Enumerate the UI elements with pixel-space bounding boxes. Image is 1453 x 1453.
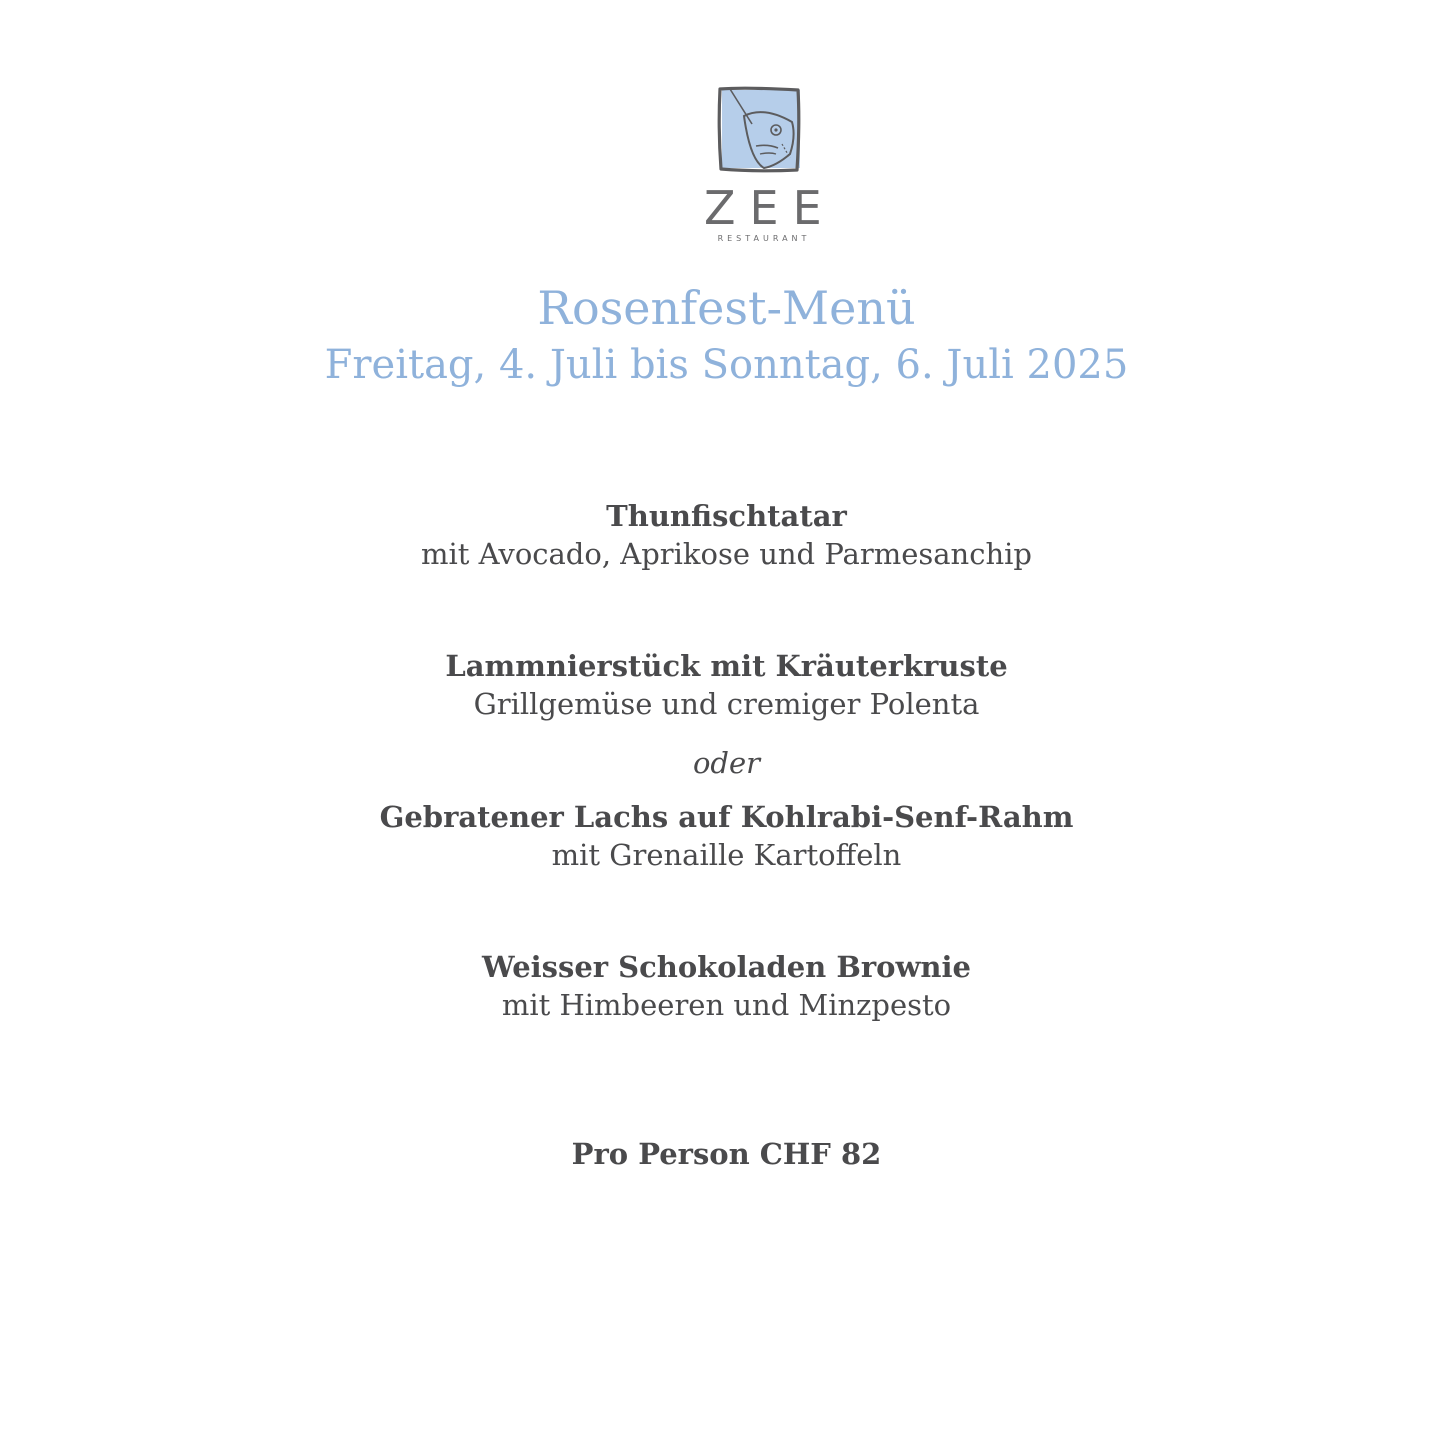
- main-1-description: Grillgemüse und cremiger Polenta: [473, 687, 980, 721]
- restaurant-logo: [694, 84, 836, 252]
- menu-title: Rosenfest-Menü: [537, 281, 916, 335]
- dessert-course: [0, 949, 1453, 1025]
- dessert-description: mit Himbeeren und Minzpesto: [501, 988, 952, 1022]
- main-course-1: [0, 648, 1453, 724]
- menu-dates: Freitag, 4. Juli bis Sonntag, 6. Juli 2025: [324, 342, 1129, 388]
- dessert-dish: Weisser Schokoladen Brownie: [482, 950, 971, 984]
- restaurant-subtitle: RESTAURANT: [717, 234, 811, 243]
- price-per-person: Pro Person CHF 82: [571, 1137, 882, 1171]
- starter-description: mit Avocado, Aprikose und Parmesanchip: [421, 537, 1032, 571]
- main-course-2: [0, 799, 1453, 875]
- restaurant-name: ZEE: [704, 181, 836, 235]
- main-2-description: mit Grenaille Kartoffeln: [551, 838, 902, 872]
- main-1-dish: Lammnierstück mit Kräuterkruste: [445, 649, 1008, 683]
- main-2-dish: Gebratener Lachs auf Kohlrabi-Senf-Rahm: [379, 800, 1074, 834]
- fish-head-logo-icon: [716, 84, 806, 176]
- alternative-label: oder: [692, 746, 761, 780]
- starter-dish: Thunfischtatar: [606, 499, 847, 533]
- starter-course: [0, 498, 1453, 574]
